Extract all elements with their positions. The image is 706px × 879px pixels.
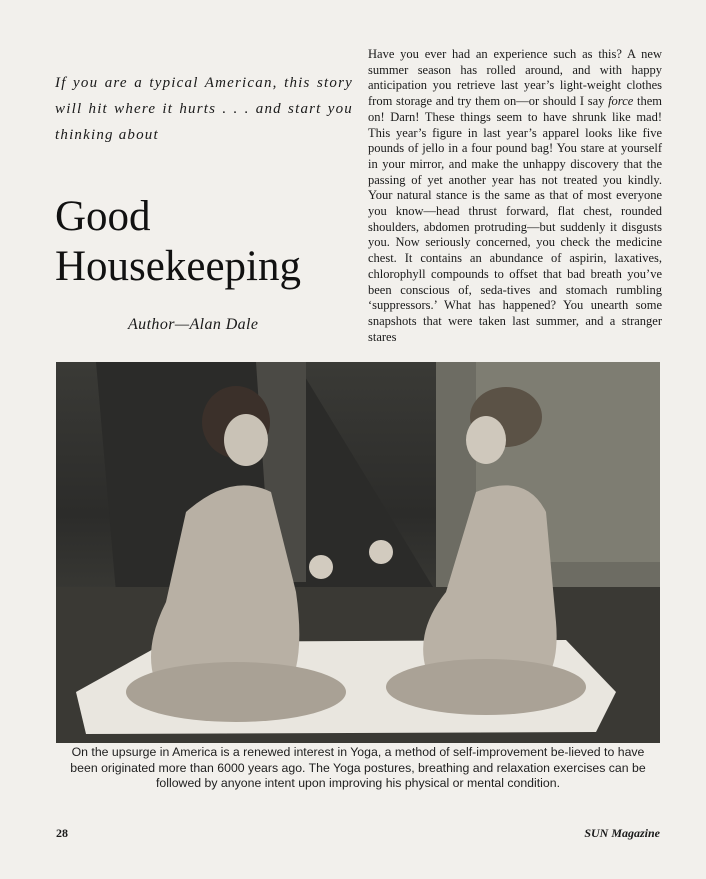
page-number: 28	[56, 826, 68, 840]
body-text-start: Have you ever had an experience such as this? A new summer season has rolled around, and with happy anticipation you retrieve last year’s light-weight clothes from storage and try them on—or should I say	[368, 47, 662, 109]
left-figure-hand	[309, 555, 333, 579]
left-figure-face	[224, 414, 268, 466]
intro-text: If you are a typical American, this story will hit where it hurts . . . and start you thinking about	[55, 75, 353, 143]
body-text-rest: them on! Darn! These things seem to have shrunk like mad! This year’s figure in last year’s apparel looks like five pounds of jello in a four pound bag! You stare at yourself in your mirror, and make the unhappy discovery that the passing of yet another year has not treated you kindly. Your natural stance is the same as that of most everyone you know—head thrust forward, flat chest, rounded shoulders, abdomen protruding—but suddenly it disgusts you. Now seriously concerned, you check the medicine chest. It contains an abundance of aspirin, laxatives, chlorophyll compounds to offset that bad breath you’ve been conscious of, seda-tives and stomach rumbling ‘suppressors.’ What has happened? You unearth some snapshots that were taken last summer, and a stranger stares	[368, 94, 662, 344]
photo-caption: On the upsurge in America is a renewed interest in Yoga, a method of self-improvement be-lieved to have been originated more than 6000 years ago. The Yoga postures, breathing and relaxation exercises can be followed by anyone intent upon improving his physical or mental condition.	[70, 745, 646, 790]
title-line-2: Housekeeping	[55, 243, 301, 290]
photo-illustration	[56, 362, 660, 743]
author-byline: Author—Alan Dale	[128, 316, 259, 333]
right-figure-hand	[369, 540, 393, 564]
body-emphasis: force	[608, 94, 634, 109]
article-title	[55, 192, 301, 292]
title-line-1: Good	[55, 193, 151, 240]
right-figure-face	[466, 416, 506, 464]
article-body	[368, 47, 662, 345]
left-figure-legs	[126, 662, 346, 722]
magazine-name: SUN Magazine	[584, 826, 660, 840]
right-figure-legs	[386, 659, 586, 715]
yoga-photo	[56, 362, 660, 743]
